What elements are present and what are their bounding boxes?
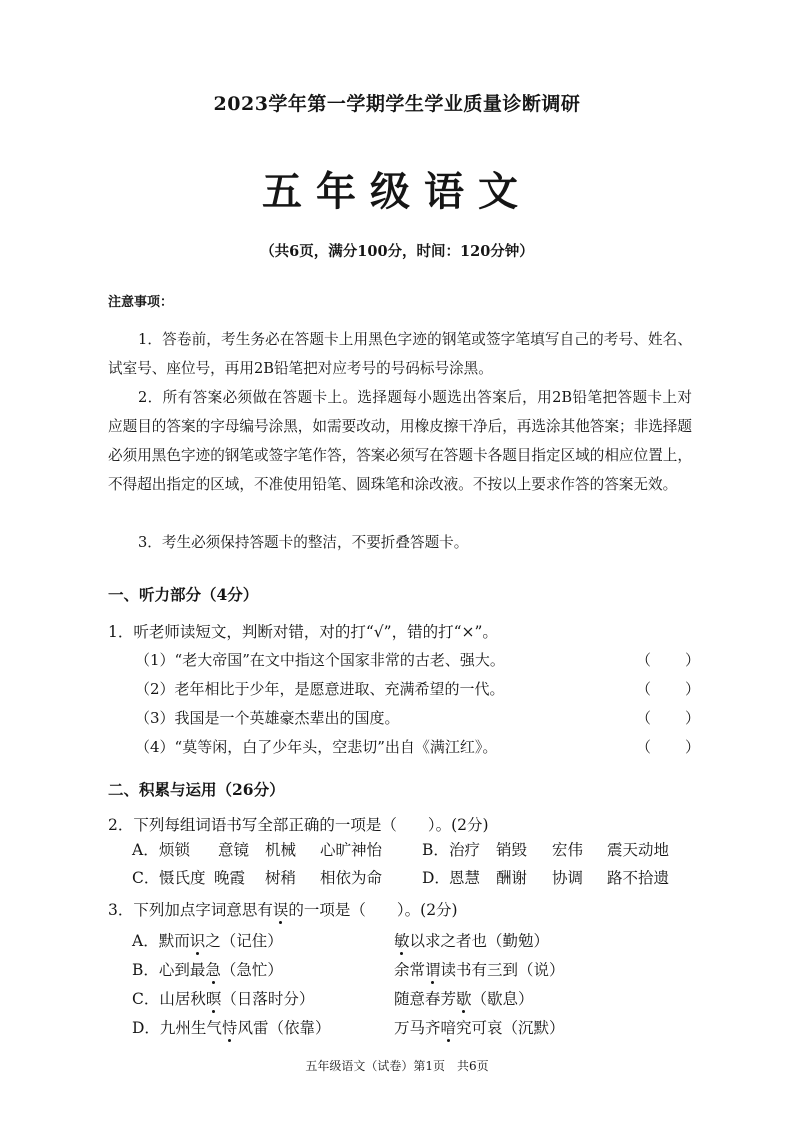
q3-d-right-text-2: 究可哀（沉默） <box>456 1019 565 1037</box>
q3-b-left-text-2: （急忙） <box>220 961 283 979</box>
q1-item-1: （1）“老大帝国”在文中指这个国家非常的古老、强大。 <box>135 651 505 669</box>
notice-item-2: 2．所有答案必须做在答题卡上。选择题每小题选出答案后，用2B铅笔把答题卡上对应题目的答案的字母编号涂黑，如需要改动，用橡皮擦干净后，再选涂其他答案；非选择题必须用黑色字迹的钢笔或签字笔作答，答案必须写在答题卡各题目指定区域的相应位置上，不得超出指定的区域，不准使用铅笔、圆珠笔和涂改液。不按以上要求作答的答案无效。 <box>108 389 692 493</box>
q2-option-a-word-3: 机械 <box>265 841 297 859</box>
section-1-title: 一、听力部分（4分） <box>108 585 259 604</box>
q2-option-d-word-2: 酬谢 <box>496 869 528 887</box>
q2-option-d-letter: D． <box>422 869 450 887</box>
q3-d-left-text-2: 风雷（依靠） <box>237 1019 331 1037</box>
q2-option-c-word-4: 相依为命 <box>320 869 383 887</box>
q3-c-right-text-2: （歇息） <box>471 990 534 1008</box>
q3-a-right-dotted: 敏 <box>394 929 410 951</box>
question-3-stem <box>108 898 458 920</box>
q2-option-d-word-4: 路不拾遗 <box>607 869 670 887</box>
q3-a-left-dotted: 识 <box>190 929 206 951</box>
q3-option-b-right <box>394 958 565 980</box>
q2-option-d-word-3: 协调 <box>552 869 584 887</box>
q3-stem-dotted-char: 误 <box>273 898 289 920</box>
q3-stem-part-1: 3．下列加点字词意思有 <box>108 901 273 919</box>
q2-option-d-word-1: 恩慧 <box>449 869 481 887</box>
q3-a-left-text-2: 之（记住） <box>205 932 283 950</box>
q3-b-right-text-1: 余常 <box>394 961 426 979</box>
q3-option-b-left <box>132 958 283 980</box>
notice-item-3: 3．考生必须保持答题卡的整洁，不要折叠答题卡。 <box>138 534 469 551</box>
q2-option-c-word-2: 晚霞 <box>214 869 246 887</box>
q3-stem-part-2: 的一项是（ ）。(2分) <box>288 901 458 919</box>
exam-info: （共6页，满分100分，时间：120分钟） <box>260 243 534 260</box>
q3-option-c-left <box>132 987 314 1009</box>
q2-option-a-letter: A． <box>132 841 159 859</box>
q2-option-c-word-3: 树稍 <box>265 869 297 887</box>
exam-title: 2023学年第一学期学生学业质量诊断调研 <box>213 93 581 115</box>
q1-item-4: （4）“莫等闲，白了少年头，空悲切”出自《满江红》。 <box>135 738 498 756</box>
q3-c-right-dotted: 歇 <box>456 987 472 1009</box>
q1-answer-blank-1: （） <box>636 651 735 669</box>
q2-option-a-word-1: 烦锁 <box>159 841 191 859</box>
notice-label: 注意事项： <box>108 295 174 310</box>
q2-option-c-word-1: 慑氏度 <box>159 869 206 887</box>
q3-d-left-dotted: 恃 <box>222 1016 238 1038</box>
q3-a-left-text-1: A．默而 <box>132 932 190 950</box>
q1-answer-blank-4: （） <box>636 738 735 756</box>
q2-option-a-word-4: 心旷神怡 <box>320 841 383 859</box>
question-1-stem: 1．听老师读短文，判断对错，对的打“√”，错的打“×”。 <box>108 623 498 641</box>
q3-option-d-right <box>394 1016 565 1038</box>
q1-item-3: （3）我国是一个英雄豪杰辈出的国度。 <box>135 709 400 727</box>
q2-option-b-word-4: 震天动地 <box>607 841 670 859</box>
q3-b-right-dotted: 谓 <box>425 958 441 980</box>
q3-c-left-text-2: （日落时分） <box>221 990 315 1008</box>
q3-d-right-text-1: 万马齐 <box>394 1019 441 1037</box>
q1-answer-blank-3: （） <box>636 709 735 727</box>
q1-item-2: （2）老年相比于少年，是愿意进取、充满希望的一代。 <box>135 680 505 698</box>
page-footer: 五年级语文（试卷）第1页 共6页 <box>305 1059 489 1073</box>
subject-title: 五年级语文 <box>262 168 532 215</box>
q3-option-a-left <box>132 929 283 951</box>
section-2-title: 二、积累与运用（26分） <box>108 780 285 799</box>
q2-option-b-letter: B． <box>422 841 449 859</box>
q1-answer-blank-2: （） <box>636 680 735 698</box>
q2-option-c-letter: C． <box>132 869 160 887</box>
q3-c-right-text-1: 随意春芳 <box>394 990 457 1008</box>
q3-option-d-left <box>132 1016 330 1038</box>
q2-option-a-word-2: 意镜 <box>218 841 250 859</box>
q3-d-left-text-1: D．九州生气 <box>132 1019 222 1037</box>
q3-b-left-dotted: 急 <box>205 958 221 980</box>
q3-option-c-right <box>394 987 534 1009</box>
q3-a-right-text: 以求之者也（勤勉） <box>409 932 550 950</box>
q3-d-right-dotted: 喑 <box>441 1016 457 1038</box>
q3-option-a-right <box>394 929 549 951</box>
question-2-stem: 2．下列每组词语书写全部正确的一项是（ ）。(2分) <box>108 816 489 834</box>
q3-b-left-text-1: B．心到最 <box>132 961 206 979</box>
q3-b-right-text-2: 读书有三到（说） <box>440 961 565 979</box>
q2-option-b-word-1: 治疗 <box>449 841 481 859</box>
notice-item-1: 1．答卷前，考生务必在答题卡上用黑色字迹的钢笔或签字笔填写自己的考号、姓名、试室号、座位号，再用2B铅笔把对应考号的号码标号涂黑。 <box>108 331 692 377</box>
q3-c-left-text-1: C．山居秋 <box>132 990 206 1008</box>
q2-option-b-word-2: 销毁 <box>496 841 528 859</box>
q3-c-left-dotted: 暝 <box>206 987 222 1009</box>
q2-option-b-word-3: 宏伟 <box>552 841 584 859</box>
